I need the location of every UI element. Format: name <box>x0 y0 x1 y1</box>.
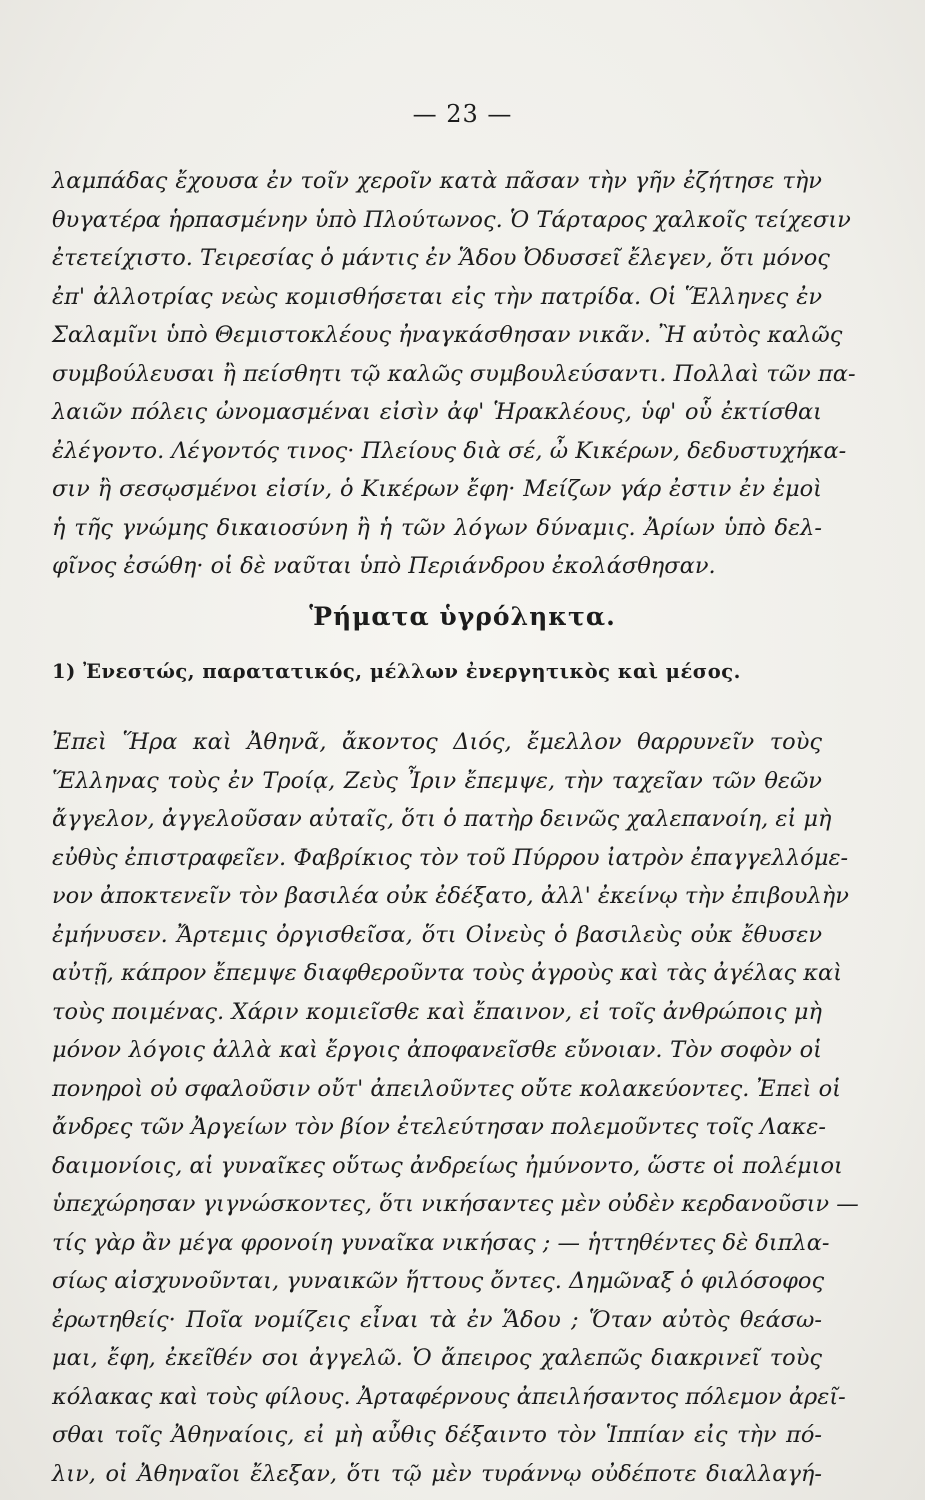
text-line: μαι, ἔφη, ἐκεῖθέν σοι ἀγγελῶ. Ὁ ἄπειρος χαλεπῶς διακρινεῖ τοὺς <box>52 1345 822 1371</box>
text-line: μόνον λόγοις ἀλλὰ καὶ ἔργοις ἀποφανεῖσθε εὔνοιαν. Τὸν σοφὸν οἱ <box>52 1037 822 1063</box>
text-line: λαμπάδας ἔχουσα ἐν τοῖν χεροῖν κατὰ πᾶσαν τὴν γῆν ἐζήτησε τὴν <box>52 168 822 194</box>
text-line: ἐρωτηθείς· Ποῖα νομίζεις εἶναι τὰ ἐν Ἅδου ; Ὅταν αὐτὸς θεάσω- <box>52 1306 822 1333</box>
text-line: ἐλέγοντο. Λέγοντός τινος· Πλείους διὰ σέ, ὦ Κικέρων, δεδυστυχήκα- <box>52 437 847 464</box>
text-line: ἄγγελον, ἀγγελοῦσαν αὐταῖς, ὅτι ὁ πατὴρ δεινῶς χαλεπανοίη, εἰ μὴ <box>52 806 832 832</box>
text-line: ἐπ' ἀλλοτρίας νεὼς κομισθήσεται εἰς τὴν πατρίδα. Οἱ Ἕλληνες ἐν <box>52 283 822 310</box>
text-line: συμβούλευσαι ἢ πείσθητι τῷ καλῶς συμβουλεύσαντι. Πολλαὶ τῶν πα- <box>52 360 856 387</box>
text-line: σιν ἢ σεσῳσμένοι εἰσίν, ὁ Κικέρων ἔφη· Μείζων γάρ ἐστιν ἐν ἐμοὶ <box>52 476 822 502</box>
paragraph-1 <box>52 162 856 586</box>
text-line: τίς γὰρ ἂν μέγα φρονοίη γυναῖκα νικήσας ; — ἡττηθέντες δὲ διπλα- <box>52 1229 830 1256</box>
text-line: Ἐπεὶ Ἥρα καὶ Ἀθηνᾶ, ἄκοντος Διός, ἔμελλον θαρρυνεῖν τοὺς <box>52 729 822 755</box>
text-line: λιν, οἱ Ἀθηναῖοι ἔλεξαν, ὅτι τῷ μὲν τυράννῳ οὐδέποτε διαλλαγή- <box>52 1460 822 1487</box>
text-line: ἐμήνυσεν. Ἄρτεμις ὀργισθεῖσα, ὅτι Οἰνεὺς ὁ βασιλεὺς οὐκ ἔθυσεν <box>52 921 822 948</box>
text-line: αὐτῇ, κάπρον ἔπεμψε διαφθεροῦντα τοὺς ἀγροὺς καὶ τὰς ἀγέλας καὶ <box>52 960 843 986</box>
text-line: εὐθὺς ἐπιστραφεῖεν. Φαβρίκιος τὸν τοῦ Πύρρου ἰατρὸν ἐπαγγελλόμε- <box>52 844 849 871</box>
text-line: σθαι τοῖς Ἀθηναίοις, εἰ μὴ αὖθις δέξαιντο τὸν Ἱππίαν εἰς τὴν πό- <box>52 1422 822 1448</box>
section-heading: Ῥήματα ὑγρόληκτα. <box>309 602 616 631</box>
page-number: — 23 — <box>412 100 513 128</box>
text-line: ἄνδρες τῶν Ἀργείων τὸν βίον ἐτελεύτησαν πολεμοῦντες τοῖς Λακε- <box>52 1114 826 1140</box>
text-line: ἐτετείχιστο. Τειρεσίας ὁ μάντις ἐν Ἅδου Ὀδυσσεῖ ἔλεγεν, ὅτι μόνος <box>52 245 830 271</box>
paragraph-2 <box>52 723 859 1493</box>
text-line: φῖνος ἐσώθη· οἱ δὲ ναῦται ὑπὸ Περιάνδρου ἐκολάσθησαν. <box>52 553 716 579</box>
text-line: νον ἀποκτενεῖν τὸν βασιλέα οὐκ ἐδέξατο, ἀλλ' ἐκείνῳ τὴν ἐπιβουλὴν <box>52 883 849 909</box>
section-subheading: 1) Ἐνεστώς, παρατατικός, μέλλων ἐνεργητικὸς καὶ μέσος. <box>52 660 741 683</box>
text-line: ἡ τῆς γνώμης δικαιοσύνη ἢ ἡ τῶν λόγων δύναμις. Ἀρίων ὑπὸ δελ- <box>52 514 822 541</box>
text-line: ὑπεχώρησαν γιγνώσκοντες, ὅτι νικήσαντες μὲν οὐδὲν κερδανοῦσιν — <box>52 1191 859 1217</box>
text-line: θυγατέρα ἡρπασμένην ὑπὸ Πλούτωνος. Ὁ Τάρταρος χαλκοῖς τείχεσιν <box>52 206 851 233</box>
text-line: κόλακας καὶ τοὺς φίλους. Ἀρταφέρνους ἀπειλήσαντος πόλεμον ἀρεῖ- <box>52 1383 846 1410</box>
text-line: πονηροὶ οὐ σφαλοῦσιν οὔτ' ἀπειλοῦντες οὔτε κολακεύοντες. Ἐπεὶ οἱ <box>52 1075 841 1102</box>
text-line: Ἕλληνας τοὺς ἐν Τροίᾳ, Ζεὺς Ἶριν ἔπεμψε, τὴν ταχεῖαν τῶν θεῶν <box>52 767 822 794</box>
text-line: Σαλαμῖνι ὑπὸ Θεμιστοκλέους ἠναγκάσθησαν νικᾶν. Ἢ αὐτὸς καλῶς <box>52 322 843 348</box>
text-line: σίως αἰσχυνοῦνται, γυναικῶν ἥττους ὄντες. Δημῶναξ ὁ φιλόσοφος <box>52 1268 825 1294</box>
text-line: λαιῶν πόλεις ὠνομασμέναι εἰσὶν ἀφ' Ἡρακλέους, ὑφ' οὗ ἐκτίσθαι <box>52 399 822 425</box>
text-line: δαιμονίοις, αἱ γυναῖκες οὕτως ἀνδρείως ἠμύνοντο, ὥστε οἱ πολέμιοι <box>52 1152 843 1179</box>
text-line: τοὺς ποιμένας. Χάριν κομιεῖσθε καὶ ἔπαινον, εἰ τοῖς ἀνθρώποις μὴ <box>52 998 822 1025</box>
